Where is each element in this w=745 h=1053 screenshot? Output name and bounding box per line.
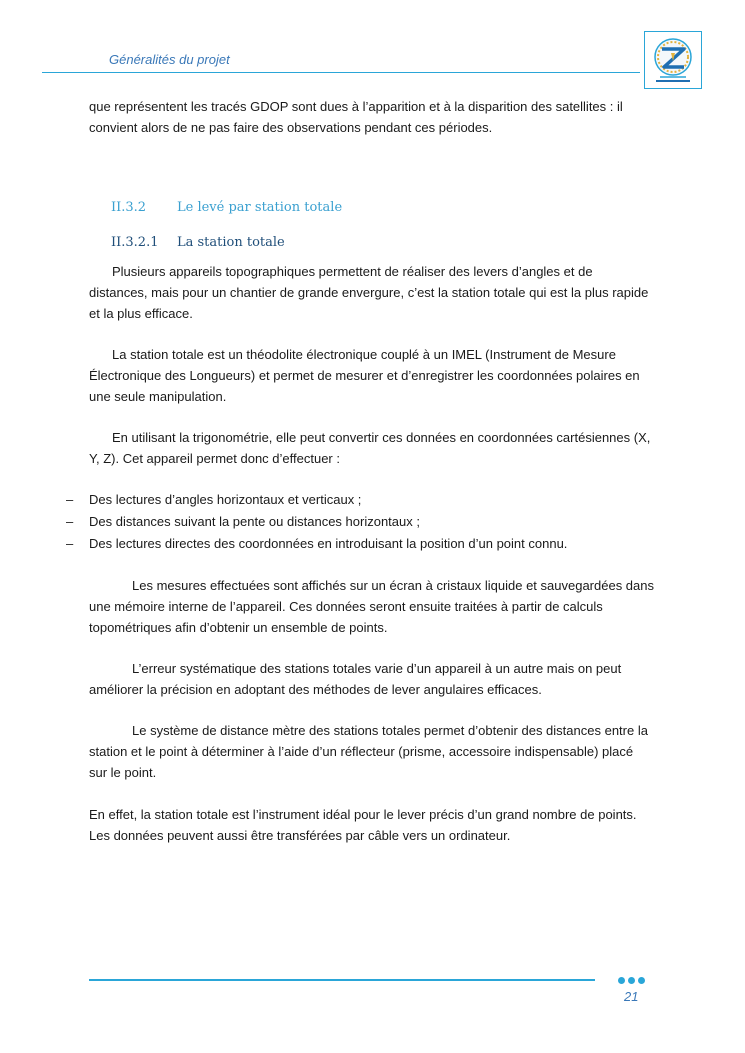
subsection-heading [111,235,285,250]
paragraph-2: La station totale est un théodolite électronique couplé à un IMEL (Instrument de Mesure Électronique des Longueurs) et permet de mesurer et d’enregistrer les coordonnées polaires en une seule manipulation. [89,347,640,404]
running-header-title: Généralités du projet [109,52,230,67]
section-title: Le levé par station totale [177,200,343,215]
subsection-title: La station totale [177,235,285,250]
school-logo-icon [644,31,702,89]
list-marker: – [66,514,74,529]
paragraph-6: Le système de distance mètre des stations totales permet d’obtenir des distances entre la station et le point à déterminer à l’aide d’un réflecteur (prisme, accessoire indispensable) placé sur le point. [89,723,648,780]
subsection-number: II.3.2.1 [111,235,159,250]
footer-dots-icon [618,977,645,984]
section-heading [111,200,342,215]
paragraph-5: L’erreur systématique des stations totales varie d’un appareil à un autre mais on peut améliorer la précision en adoptant des méthodes de lever angulaires efficaces. [89,661,622,697]
list-item-text: Des distances suivant la pente ou distances horizontaux ; [89,514,420,529]
paragraph-3: En utilisant la trigonométrie, elle peut convertir ces données en coordonnées cartésiennes (X, Y, Z). Cet appareil permet donc d’effectuer : [89,430,651,466]
paragraph-7: En effet, la station totale est l’instrument idéal pour le lever précis d’un grand nombre de points. Les données peuvent aussi être transférées par câble vers un ordinateur. [89,807,637,843]
list-marker: – [66,536,74,551]
paragraph-4: Les mesures effectuées sont affichés sur un écran à cristaux liquide et sauvegardées dans une mémoire interne de l’appareil. Ces données seront ensuite traitées à partir de calculs topométriques afin d’obtenir un ensemble de points. [89,578,654,635]
list-item [0,489,700,511]
feature-list [0,489,700,555]
page-number: 21 [624,989,639,1004]
paragraph-1: Plusieurs appareils topographiques permettent de réaliser des levers d’angles et de distances, mais pour un chantier de grande envergure, c’est la station totale qui est la plus rapide et la plus efficace. [89,264,649,321]
footer-rule [89,979,595,981]
list-marker: – [66,492,74,507]
list-item [0,511,700,533]
section-number: II.3.2 [111,200,147,215]
list-item-text: Des lectures directes des coordonnées en introduisant la position d’un point connu. [89,536,568,551]
intro-paragraph: que représentent les tracés GDOP sont dues à l’apparition et à la disparition des satellites : il convient alors de ne pas faire des observations pendant ces périodes. [89,99,623,135]
list-item-text: Des lectures d’angles horizontaux et verticaux ; [89,492,362,507]
list-item [0,533,700,555]
header-rule [42,72,640,73]
